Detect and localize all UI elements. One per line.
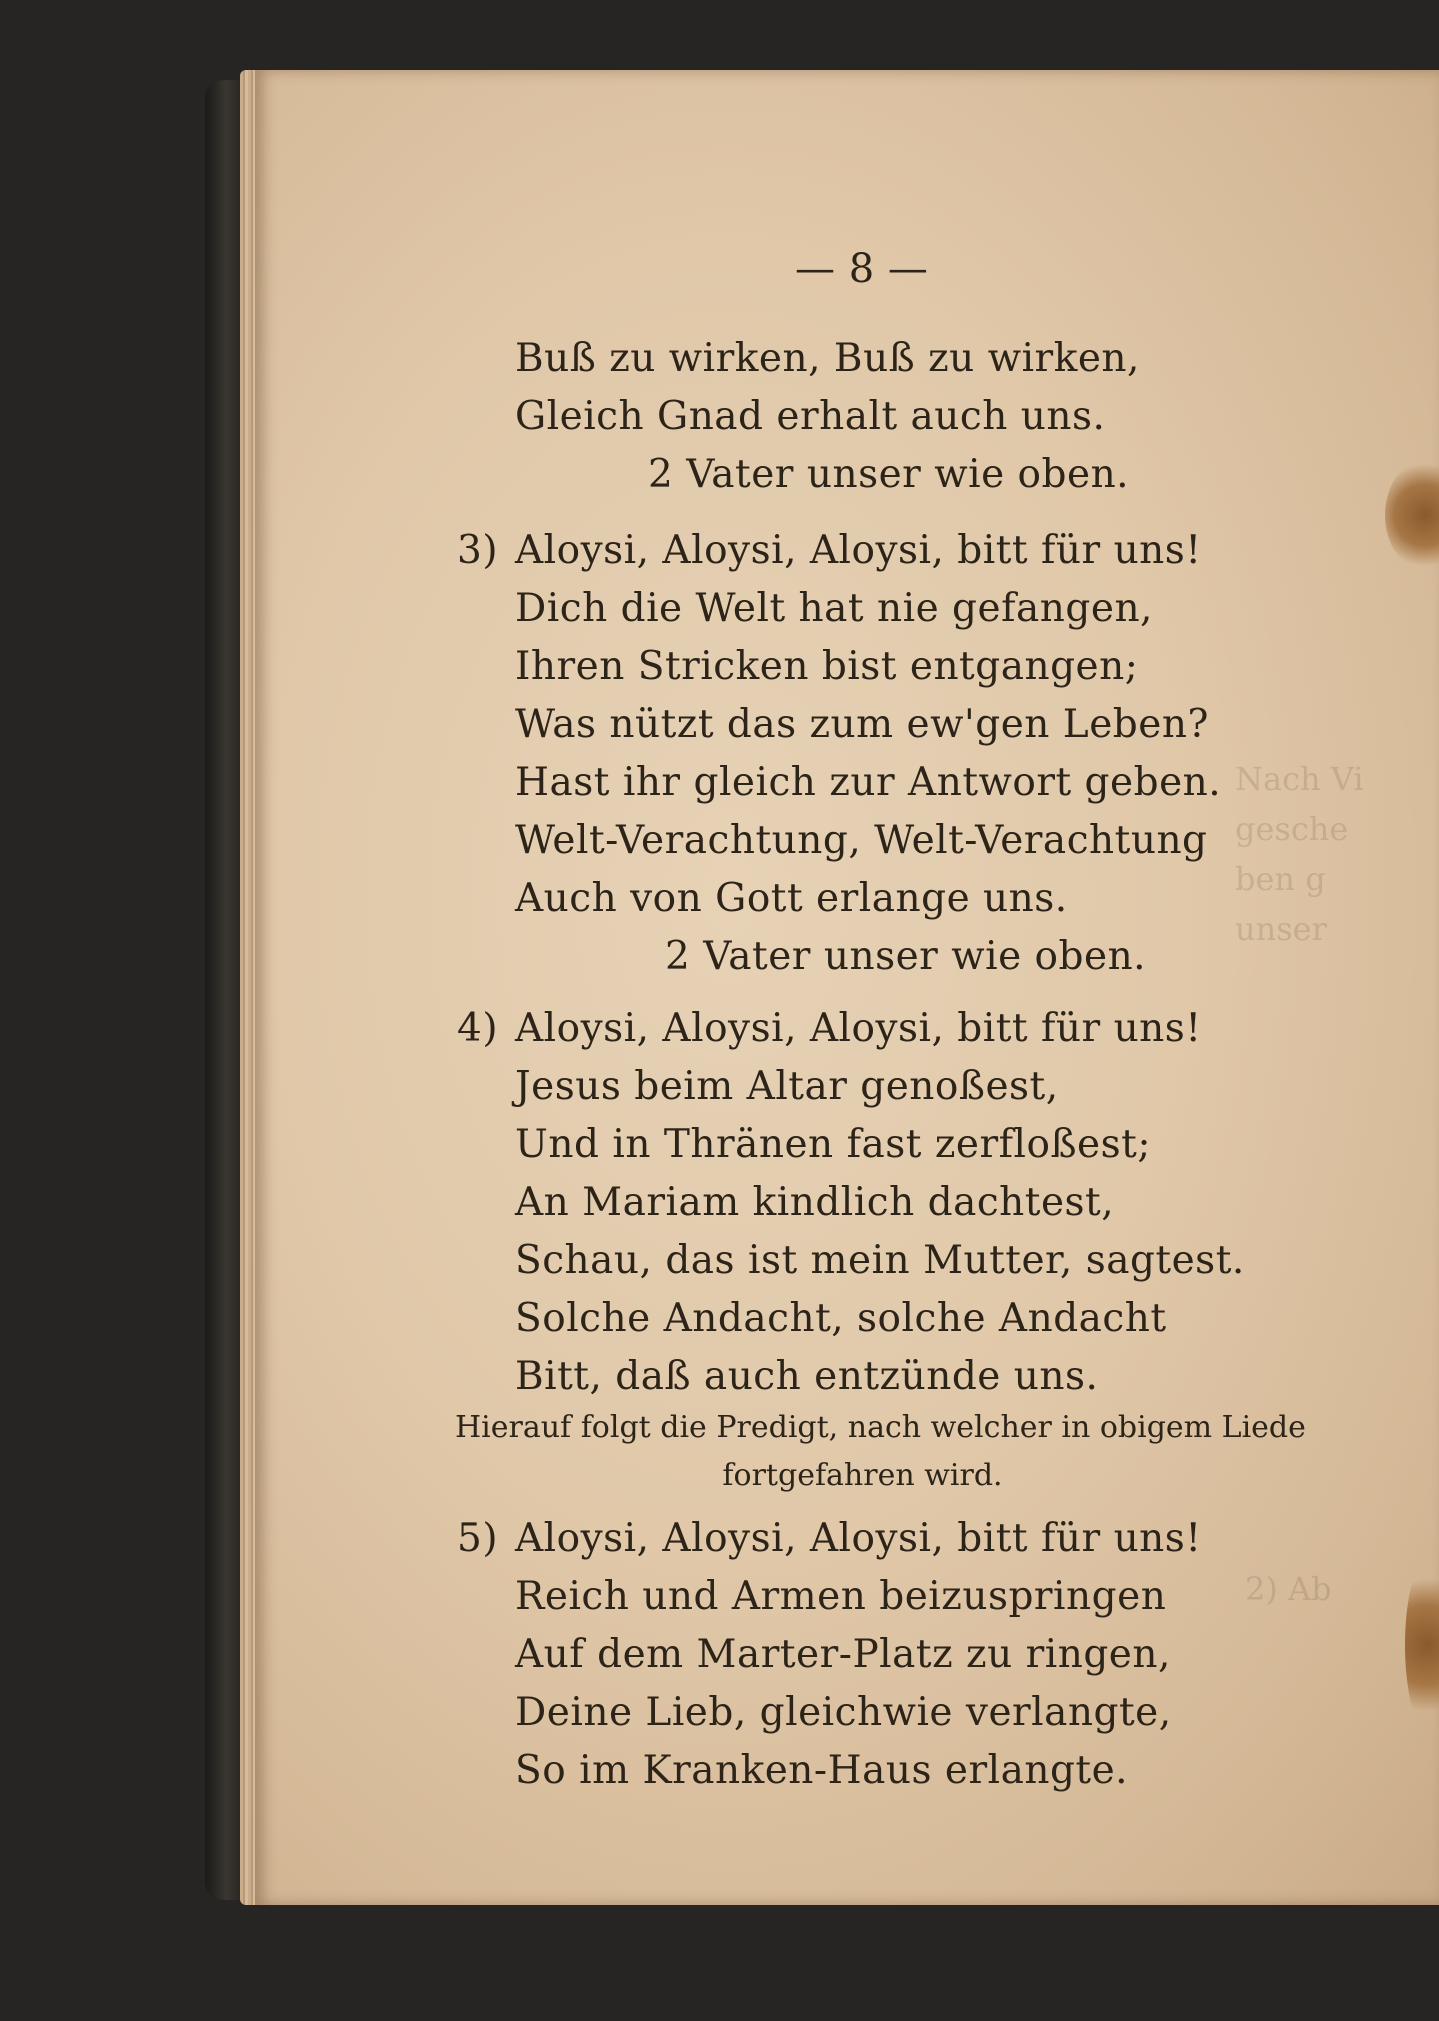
verse-line: Aloysi, Aloysi, Aloysi, bitt für uns! [515,1516,1202,1561]
verse-line: Schau, das ist mein Mutter, sagtest. [515,1238,1245,1283]
show-through-text: ben g [1235,860,1326,898]
verse-line: Deine Lieb, gleichwie verlangte, [515,1690,1172,1735]
verse-line: Dich die Welt hat nie gefangen, [515,586,1153,631]
stanza-number: 5) [457,1516,499,1561]
stanza-4 [457,1000,1202,1058]
paper-stain [1405,1560,1439,1730]
verse-line: Auf dem Marter-Platz zu ringen, [515,1632,1171,1677]
verse-line: Was nützt das zum ew'gen Leben? [515,702,1209,747]
stanza-3 [457,522,1202,580]
rubric-note [455,1404,1306,1500]
verse-line: Reich und Armen beizuspringen [515,1574,1167,1619]
verse-line: So im Kranken-Haus erlangte. [515,1748,1129,1793]
refrain-line: 2 Vater unser wie oben. [648,452,1130,497]
verse-line: Auch von Gott erlange uns. [515,876,1068,921]
refrain-line: 2 Vater unser wie oben. [665,934,1147,979]
verse-line: Bitt, daß auch entzünde uns. [515,1354,1099,1399]
show-through-text: gesche [1235,810,1349,848]
rubric-line: Hierauf folgt die Predigt, nach welcher in obigem Liede [455,1410,1306,1445]
paper-stain [1385,460,1439,570]
verse-line: Buß zu wirken, Buß zu wirken, [515,336,1140,381]
stanza-number: 4) [457,1006,499,1051]
rubric-line: fortgefahren wird. [722,1458,1003,1493]
verse-line: Gleich Gnad erhalt auch uns. [515,394,1106,439]
verse-line: Jesus beim Altar genoßest, [515,1064,1059,1109]
verse-line: Hast ihr gleich zur Antwort geben. [515,760,1222,805]
verse-line: Welt-Verachtung, Welt-Verachtung [515,818,1208,863]
stanza-number: 3) [457,528,499,573]
verse-line: Ihren Stricken bist entgangen; [515,644,1139,689]
verse-line: An Mariam kindlich dachtest, [515,1180,1115,1225]
verse-line: Solche Andacht, solche Andacht [515,1296,1167,1341]
verse-line: Aloysi, Aloysi, Aloysi, bitt für uns! [515,528,1202,573]
show-through-text: 2) Ab [1245,1570,1332,1608]
page-number: — 8 — [795,246,929,292]
verse-line: Aloysi, Aloysi, Aloysi, bitt für uns! [515,1006,1202,1051]
stanza-5 [457,1510,1202,1568]
show-through-text: unser [1235,910,1327,948]
show-through-text: Nach Vi [1235,760,1364,798]
verse-line: Und in Thränen fast zerfloßest; [515,1122,1151,1167]
